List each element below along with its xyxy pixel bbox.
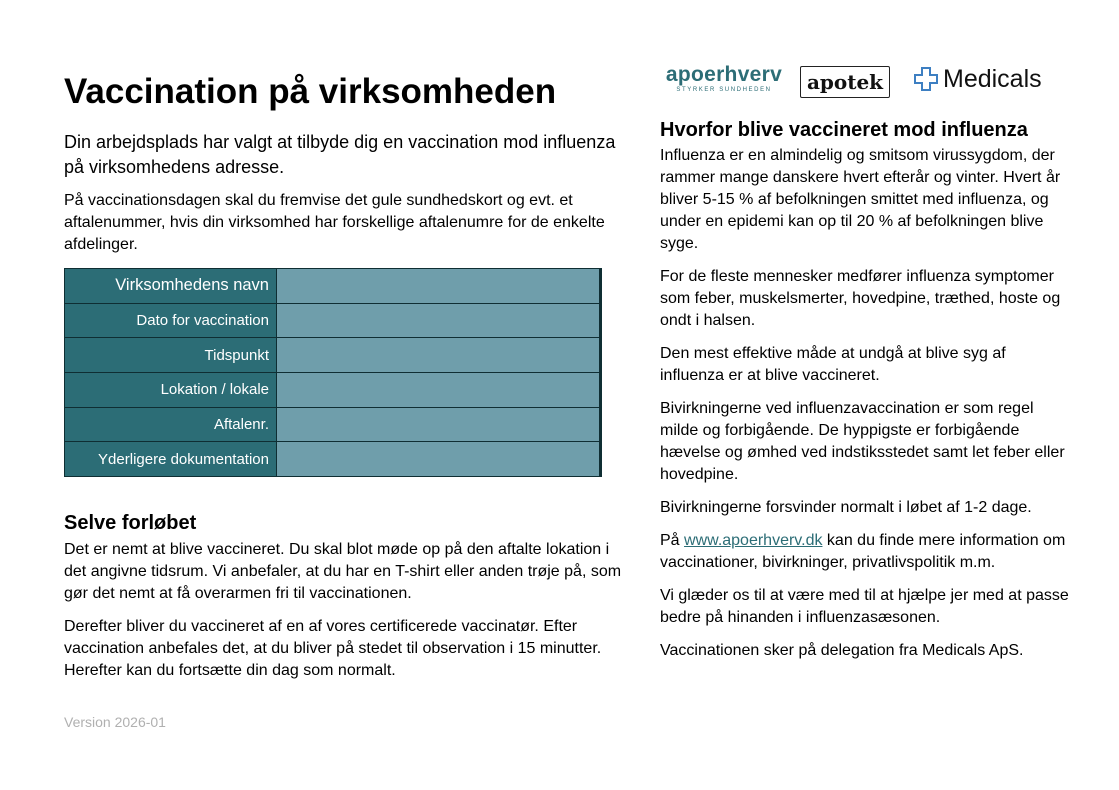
table-row [65,269,601,304]
process-paragraph: Det er nemt at blive vaccineret. Du skal blot møde op på den aftalte lokation i det angivne tidsrum. Vi anbefaler, at du har en T-shirt eller anden trøje på, som gør det nemt at få overarmen fri til vaccinationen. [64,541,622,602]
why-paragraph: Bivirkningerne forsvinder normalt i løbet af 1-2 dage. [660,499,1032,516]
row-label: Tidspunkt [65,338,277,373]
row-label: Dato for vaccination [65,303,277,338]
row-value-field[interactable] [277,269,601,304]
row-label: Lokation / lokale [65,373,277,408]
medicals-logo [913,64,1042,94]
apoerhverv-logo [665,64,783,94]
process-paragraph: Derefter bliver du vaccineret af en af vores certificerede vaccinatør. Efter vaccination anbefales det, at du bliver på stedet til observation i 15 minutter. Herefter kan du fortsætte din dag som normalt. [64,618,602,679]
why-paragraph: Bivirkningerne ved influenzavaccination er som regel milde og forbigående. De hyppigste er forbigående hævelse og ømhed ved indstiksstedet samt let feber eller hovedpine. [660,400,1065,483]
row-value-field[interactable] [277,303,601,338]
link-prefix: På [660,532,680,549]
instructions-text: På vaccinationsdagen skal du fremvise det gule sundhedskort og evt. et aftalenummer, hvis din virksomhed har forskellige aftalenumre for de enkelte afdelinger. [64,192,605,253]
apoerhverv-website-link[interactable]: www.apoerhverv.dk [684,532,823,549]
why-paragraph: Vi glæder os til at være med til at hjælpe jer med at passe bedre på hinanden i influenzasæsonen. [660,587,1069,626]
why-paragraph: Vaccinationen sker på delegation fra Medicals ApS. [660,642,1024,659]
page-title: Vaccination på virksomheden [64,72,557,111]
link-suffix: kan du finde mere information om vaccinationer, bivirkninger, privatlivspolitik m.m. [660,532,1066,571]
apotek-logo-text: apotek [806,70,884,94]
vaccination-info-table [64,268,602,477]
why-heading: Hvorfor blive vaccineret mod influenza [660,119,1028,141]
why-paragraph-with-link [660,530,1070,574]
medicals-logo-text: Medicals [943,64,1042,93]
version-label: Version 2026-01 [64,714,166,730]
intro-text: Din arbejdsplads har valgt at tilbyde dig en vaccination mod influenza på virksomhedens adresse. [64,132,616,177]
why-paragraph: Influenza er en almindelig og smitsom virussygdom, der rammer mange danskere hvert efterår og vinter. Hvert år bliver 5-15 % af befolkningen smittet med influenza, og under en epidemi kan op til 20 % af befolkningen blive syge. [660,147,1061,252]
apotek-logo [800,66,890,98]
row-label: Yderligere dokumentation [65,442,277,477]
table-row [65,303,601,338]
process-heading: Selve forløbet [64,512,197,534]
table-row [65,407,601,442]
table-row [65,338,601,373]
row-value-field[interactable] [277,373,601,408]
table-row [65,442,601,477]
why-paragraph: Den mest effektive måde at undgå at blive syg af influenza er at blive vaccineret. [660,345,1006,384]
why-paragraph: For de fleste mennesker medfører influenza symptomer som feber, muskelsmerter, hovedpine, træthed, hoste og ondt i halsen. [660,268,1061,329]
row-value-field[interactable] [277,407,601,442]
row-label: Aftalenr. [65,407,277,442]
row-value-field[interactable] [277,338,601,373]
apoerhverv-logo-name: apoerhverv [665,63,783,86]
medical-cross-icon [913,66,939,92]
row-label: Virksomhedens navn [65,269,277,304]
table-row [65,373,601,408]
apoerhverv-logo-tagline: STYRKER SUNDHEDEN [676,87,772,93]
row-value-field[interactable] [277,442,601,477]
